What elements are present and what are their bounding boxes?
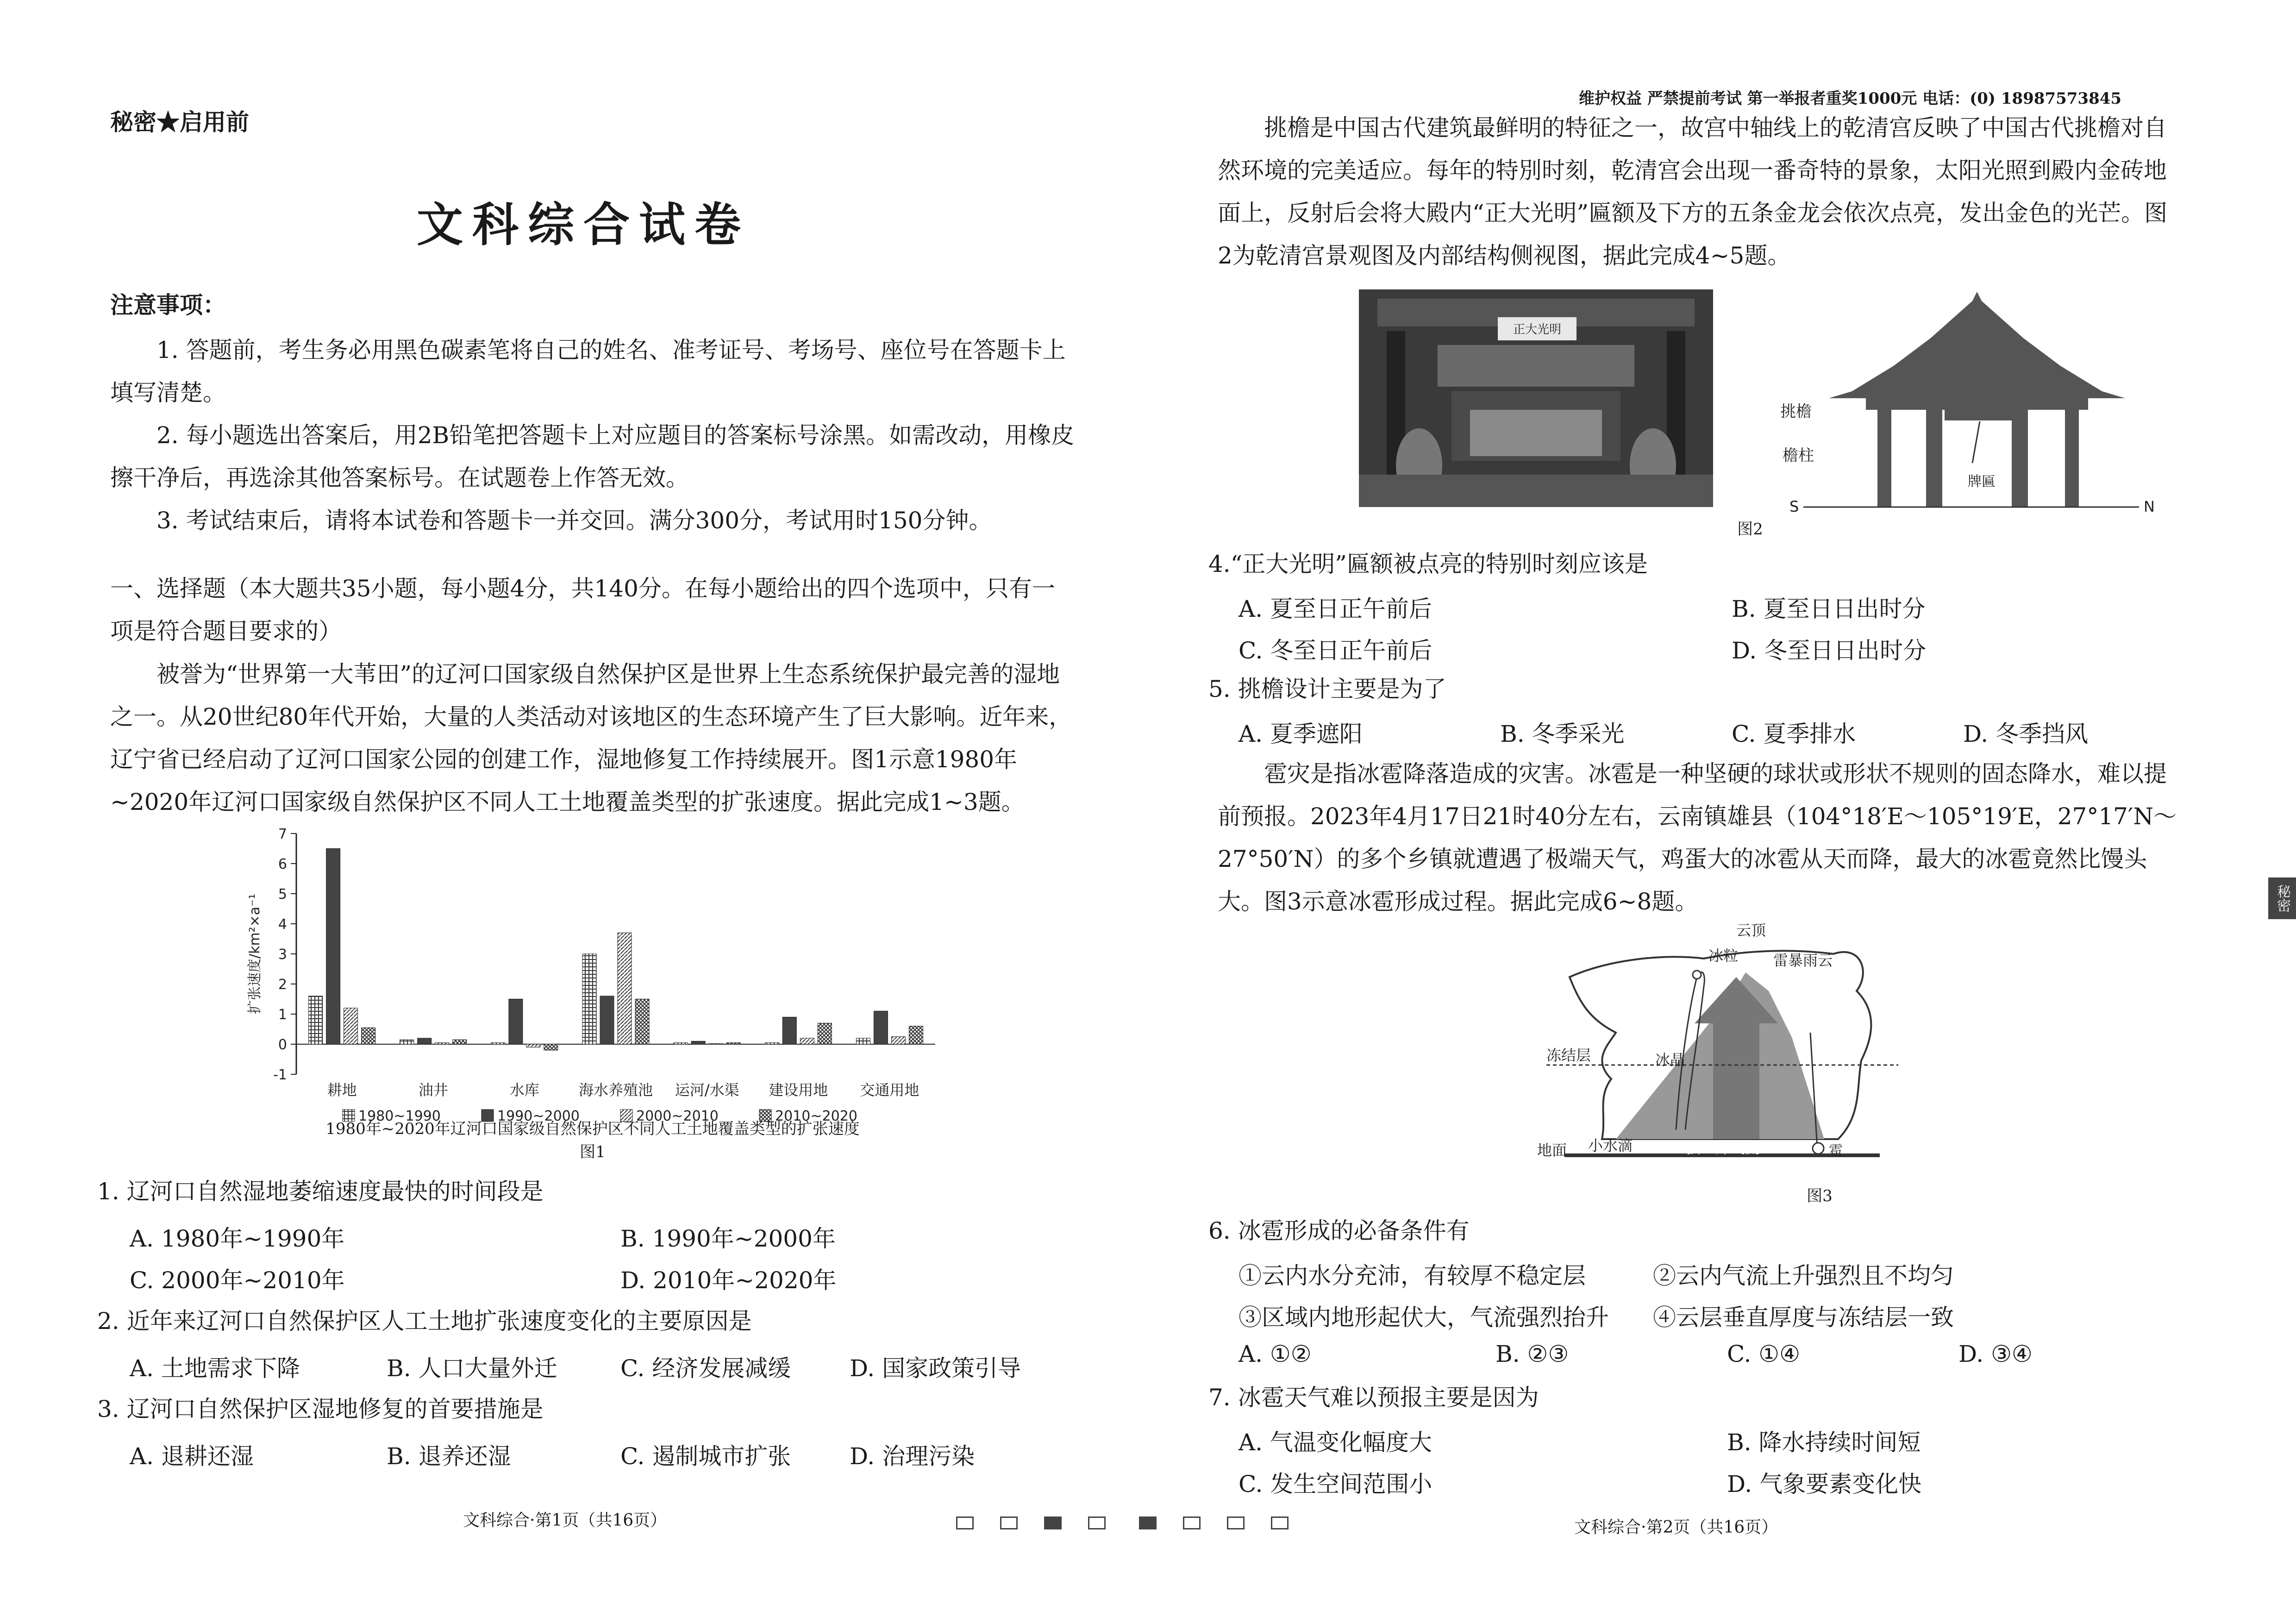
plaque-bar <box>1945 407 2014 420</box>
palace-cross-section <box>1759 282 2176 519</box>
label-ice-pellet: 冰粒 <box>1708 947 1739 965</box>
label-updraft: 强上升气流 <box>1685 1139 1760 1157</box>
bar <box>362 1028 375 1044</box>
scan-marker <box>1139 1516 1157 1529</box>
notice-list <box>110 329 1078 542</box>
label-droplet: 小水滴 <box>1588 1137 1633 1154</box>
question-1-stem: 1. 辽河口自然湿地萎缩速度最快的时间段是 <box>97 1178 544 1205</box>
q6-statement-4: ④云层垂直厚度与冻结层一致 <box>1653 1304 1954 1331</box>
q7-option-a[interactable]: A. 气温变化幅度大 <box>1239 1429 1432 1456</box>
label-cloud-top: 云顶 <box>1736 921 1766 939</box>
scan-marker <box>1227 1516 1245 1529</box>
hail-formation-diagram <box>1537 921 2070 1181</box>
q6-option-d[interactable]: D. ③④ <box>1958 1341 2033 1367</box>
passage-3: 雹灾是指冰雹降落造成的灾害。冰雹是一种坚硬的球状或形状不规则的固态降水，难以提前预报。2023年4月17日21时40分左右，云南镇雄县（104°18′E～105°19′E，27°17′N～27°50′N）的多个乡镇就遭遇了极端天气，鸡蛋大的冰雹从天而降，最大的冰雹竟然比馒头大。图3示意冰雹形成过程。据此完成6~8题。 <box>1218 760 2177 915</box>
figure-3-label: 图3 <box>1807 1187 1833 1205</box>
q5-option-d[interactable]: D. 冬季挡风 <box>1963 721 2089 747</box>
bar <box>582 954 596 1044</box>
figure-1-caption: 1980年~2020年辽河口国家级自然保护区不同人工土地覆盖类型的扩张速度 <box>325 1120 860 1138</box>
secret-label: 秘密★启用前 <box>110 108 249 136</box>
x-tick-label: 建设用地 <box>769 1081 828 1099</box>
scan-marker <box>1271 1516 1289 1529</box>
q6-statement-1: ①云内水分充沛，有较厚不稳定层 <box>1239 1262 1586 1289</box>
bar <box>909 1026 923 1044</box>
question-5-stem: 5. 挑檐设计主要是为了 <box>1208 676 1446 702</box>
bar <box>600 996 614 1044</box>
q6-option-c[interactable]: C. ①④ <box>1727 1341 1800 1367</box>
figure-2-label: 图2 <box>1737 520 1763 539</box>
q4-option-d[interactable]: D. 冬至日日出时分 <box>1732 637 1927 664</box>
label-south: S <box>1789 498 1799 515</box>
q1-option-d[interactable]: D. 2010年~2020年 <box>620 1267 837 1294</box>
figure-2-section <box>1759 282 2176 519</box>
y-tick-label: -1 <box>273 1067 287 1083</box>
legend-label: 1980~1990 <box>358 1108 441 1124</box>
scan-marker <box>956 1516 974 1529</box>
figure-3-diagram <box>1537 921 2070 1181</box>
side-tab: 秘密 <box>2268 877 2296 919</box>
y-tick-label: 3 <box>278 946 287 963</box>
q1-option-c[interactable]: C. 2000年~2010年 <box>130 1267 345 1294</box>
label-hail: 雹 <box>1829 1143 1843 1159</box>
hailstone <box>1813 1143 1824 1154</box>
right-page <box>1148 0 2296 1623</box>
figure-1-chart <box>231 824 954 1144</box>
notice-item: 2. 每小题选出答案后，用2B铅笔把答题卡上对应题目的答案标号涂黑。如需改动，用橡皮擦干净后，再选涂其他答案标号。在试题卷上作答无效。 <box>110 422 1075 491</box>
bar <box>874 1011 888 1045</box>
y-tick-label: 6 <box>278 856 287 872</box>
plaque-text: 正大光明 <box>1513 323 1562 337</box>
bar <box>453 1040 467 1044</box>
figure-1-label: 图1 <box>580 1143 606 1161</box>
passage-2: 挑檐是中国古代建筑最鲜明的特征之一，故宫中轴线上的乾清宫反映了中国古代挑檐对自然环境的完美适应。每年的特別时刻，乾清宫会出现一番奇特的景象，太阳光照到殿内金砖地面上，反射后会将大殿内“正大光明”匾额及下方的五条金龙会依次点亮，发出金色的光芒。图2为乾清宫景观图及内部结构侧视图，据此完成4~5题。 <box>1218 114 2168 269</box>
bar <box>856 1038 870 1044</box>
footer-page-1: 文科综合·第1页（共16页） <box>463 1511 667 1530</box>
question-3-stem: 3. 辽河口自然保护区湿地修复的首要措施是 <box>97 1396 544 1422</box>
q1-option-b[interactable]: B. 1990年~2000年 <box>620 1225 836 1252</box>
label-yanzhu: 檐柱 <box>1783 446 1814 465</box>
q3-option-a[interactable]: A. 退耕还湿 <box>130 1443 254 1470</box>
bar <box>326 849 340 1045</box>
y-axis-label: 扩张速度/km²×a⁻¹ <box>247 893 263 1015</box>
q4-option-a[interactable]: A. 夏至日正午前后 <box>1239 595 1432 622</box>
bar <box>435 1043 449 1044</box>
y-tick-label: 4 <box>278 916 287 933</box>
notice-item: 1. 答题前，考生务必用黑色碳素笔将自己的姓名、准考证号、考场号、座位号在答题卡上填写清楚。 <box>110 337 1066 406</box>
bar <box>309 996 323 1044</box>
scan-marker <box>1088 1516 1106 1529</box>
legend-label: 2010~2020 <box>775 1108 857 1124</box>
bar <box>891 1037 905 1044</box>
palace-interior-image <box>1359 289 1713 507</box>
q7-option-b[interactable]: B. 降水持续时间短 <box>1727 1429 1921 1456</box>
y-tick-label: 7 <box>278 826 287 842</box>
q5-option-b[interactable]: B. 冬季采光 <box>1500 721 1625 747</box>
footer-page-2: 文科综合·第2页（共16页） <box>1574 1518 1778 1537</box>
q2-option-a[interactable]: A. 土地需求下降 <box>130 1355 300 1382</box>
q5-option-c[interactable]: C. 夏季排水 <box>1732 721 1856 747</box>
bar <box>782 1017 796 1045</box>
q4-option-c[interactable]: C. 冬至日正午前后 <box>1239 637 1433 664</box>
label-north: N <box>2144 498 2155 515</box>
question-2-stem: 2. 近年来辽河口自然保护区人工土地扩张速度变化的主要原因是 <box>97 1308 752 1335</box>
x-tick-label: 交通用地 <box>860 1081 920 1099</box>
q2-option-d[interactable]: D. 国家政策引导 <box>850 1355 1021 1382</box>
legend-label: 1990~2000 <box>497 1108 580 1124</box>
scan-marker <box>1044 1516 1062 1529</box>
question-4-stem: 4.“正大光明”匾额被点亮的特别时刻应该是 <box>1208 551 1648 577</box>
y-tick-label: 1 <box>278 1007 287 1023</box>
bar <box>509 999 523 1045</box>
figure-2-photo <box>1359 289 1713 507</box>
bar <box>491 1043 505 1044</box>
y-tick-label: 0 <box>278 1037 287 1053</box>
page-title: 文科综合试卷 <box>417 197 750 252</box>
x-tick-label: 水库 <box>509 1081 539 1099</box>
bar <box>526 1044 540 1047</box>
ice-pellet <box>1693 971 1701 979</box>
notice-heading: 注意事项： <box>110 291 226 319</box>
bar <box>818 1023 832 1045</box>
q4-option-b[interactable]: B. 夏至日日出时分 <box>1732 595 1926 622</box>
bar <box>618 933 632 1045</box>
x-tick-label: 耕地 <box>327 1081 357 1099</box>
label-ice-crystal: 冰晶 <box>1655 1051 1685 1069</box>
q3-option-d[interactable]: D. 治理污染 <box>850 1443 975 1470</box>
question-6-stem: 6. 冰雹形成的必备条件有 <box>1208 1217 1470 1244</box>
x-tick-label: 海水养殖池 <box>578 1081 653 1099</box>
y-tick-label: 5 <box>278 886 287 902</box>
roof-shape <box>1829 292 2125 398</box>
q1-option-a[interactable]: A. 1980年~1990年 <box>130 1225 345 1252</box>
section-heading: 一、选择题（本大题共35小题，每小题4分，共140分。在每小题给出的四个选项中，只有一项是符合题目要求的） <box>110 575 1055 645</box>
bar <box>400 1040 414 1044</box>
notice-item: 3. 考试结束后，请将本试卷和答题卡一并交回。满分300分，考试用时150分钟。 <box>156 507 992 534</box>
q6-option-a[interactable]: A. ①② <box>1239 1341 1312 1367</box>
scan-marker <box>1000 1516 1018 1529</box>
bar <box>765 1043 779 1044</box>
label-paibian: 牌匾 <box>1968 474 1996 490</box>
label-ground: 地面 <box>1537 1141 1567 1159</box>
q3-option-c[interactable]: C. 遏制城市扩张 <box>620 1443 791 1470</box>
bar <box>674 1043 688 1044</box>
q6-option-b[interactable]: B. ②③ <box>1495 1341 1569 1367</box>
q2-option-b[interactable]: B. 人口大量外迁 <box>387 1355 557 1382</box>
label-freezing-layer: 冻结层 <box>1546 1046 1591 1064</box>
eave-column <box>1877 410 1891 507</box>
legend-label: 2000~2010 <box>636 1108 719 1124</box>
passage-1: 被誉为“世界第一大苇田”的辽河口国家级自然保护区是世界上生态系统保护最完善的湿地之一。从20世纪80年代开始，大量的人类活动对该地区的生态环境产生了巨大影响。近年来，辽宁省已经启动了辽河口国家公园的创建工作，湿地修复工作持续展开。图1示意1980年~2020年辽河口国家级自然保护区不同人工土地覆盖类型的扩张速度。据此完成1~3题。 <box>110 661 1072 815</box>
label-storm-cloud: 雷暴雨云 <box>1773 952 1833 969</box>
question-7-stem: 7. 冰雹天气难以预报主要是因为 <box>1208 1384 1539 1411</box>
q7-option-d[interactable]: D. 气象要素变化快 <box>1727 1471 1922 1498</box>
q6-statement-2: ②云内气流上升强烈且不均匀 <box>1653 1262 1954 1289</box>
q7-option-c[interactable]: C. 发生空间范围小 <box>1239 1471 1433 1498</box>
bar <box>344 1008 358 1044</box>
x-tick-label: 运河/水渠 <box>675 1081 739 1099</box>
bar <box>691 1041 705 1045</box>
bar <box>418 1038 432 1044</box>
bar <box>726 1043 740 1044</box>
x-tick-label: 油井 <box>418 1081 448 1099</box>
q5-option-a[interactable]: A. 夏季遮阳 <box>1239 721 1363 747</box>
bar <box>544 1044 558 1050</box>
scan-marker <box>1183 1516 1201 1529</box>
anti-cheat-header: 维护权益 严禁提前考试 第一举报者重奖1000元 电话：(0) 18987573845 <box>1579 89 2122 108</box>
bar <box>800 1038 814 1044</box>
label-tiaoyan: 挑檐 <box>1780 402 1812 421</box>
y-tick-label: 2 <box>278 977 287 993</box>
q6-statement-3: ③区域内地形起伏大，气流强烈抬升 <box>1239 1304 1609 1331</box>
bar <box>635 999 649 1045</box>
q3-option-b[interactable]: B. 退养还湿 <box>387 1443 511 1470</box>
q2-option-c[interactable]: C. 经济发展减缓 <box>620 1355 791 1382</box>
bar-chart <box>231 824 954 1144</box>
